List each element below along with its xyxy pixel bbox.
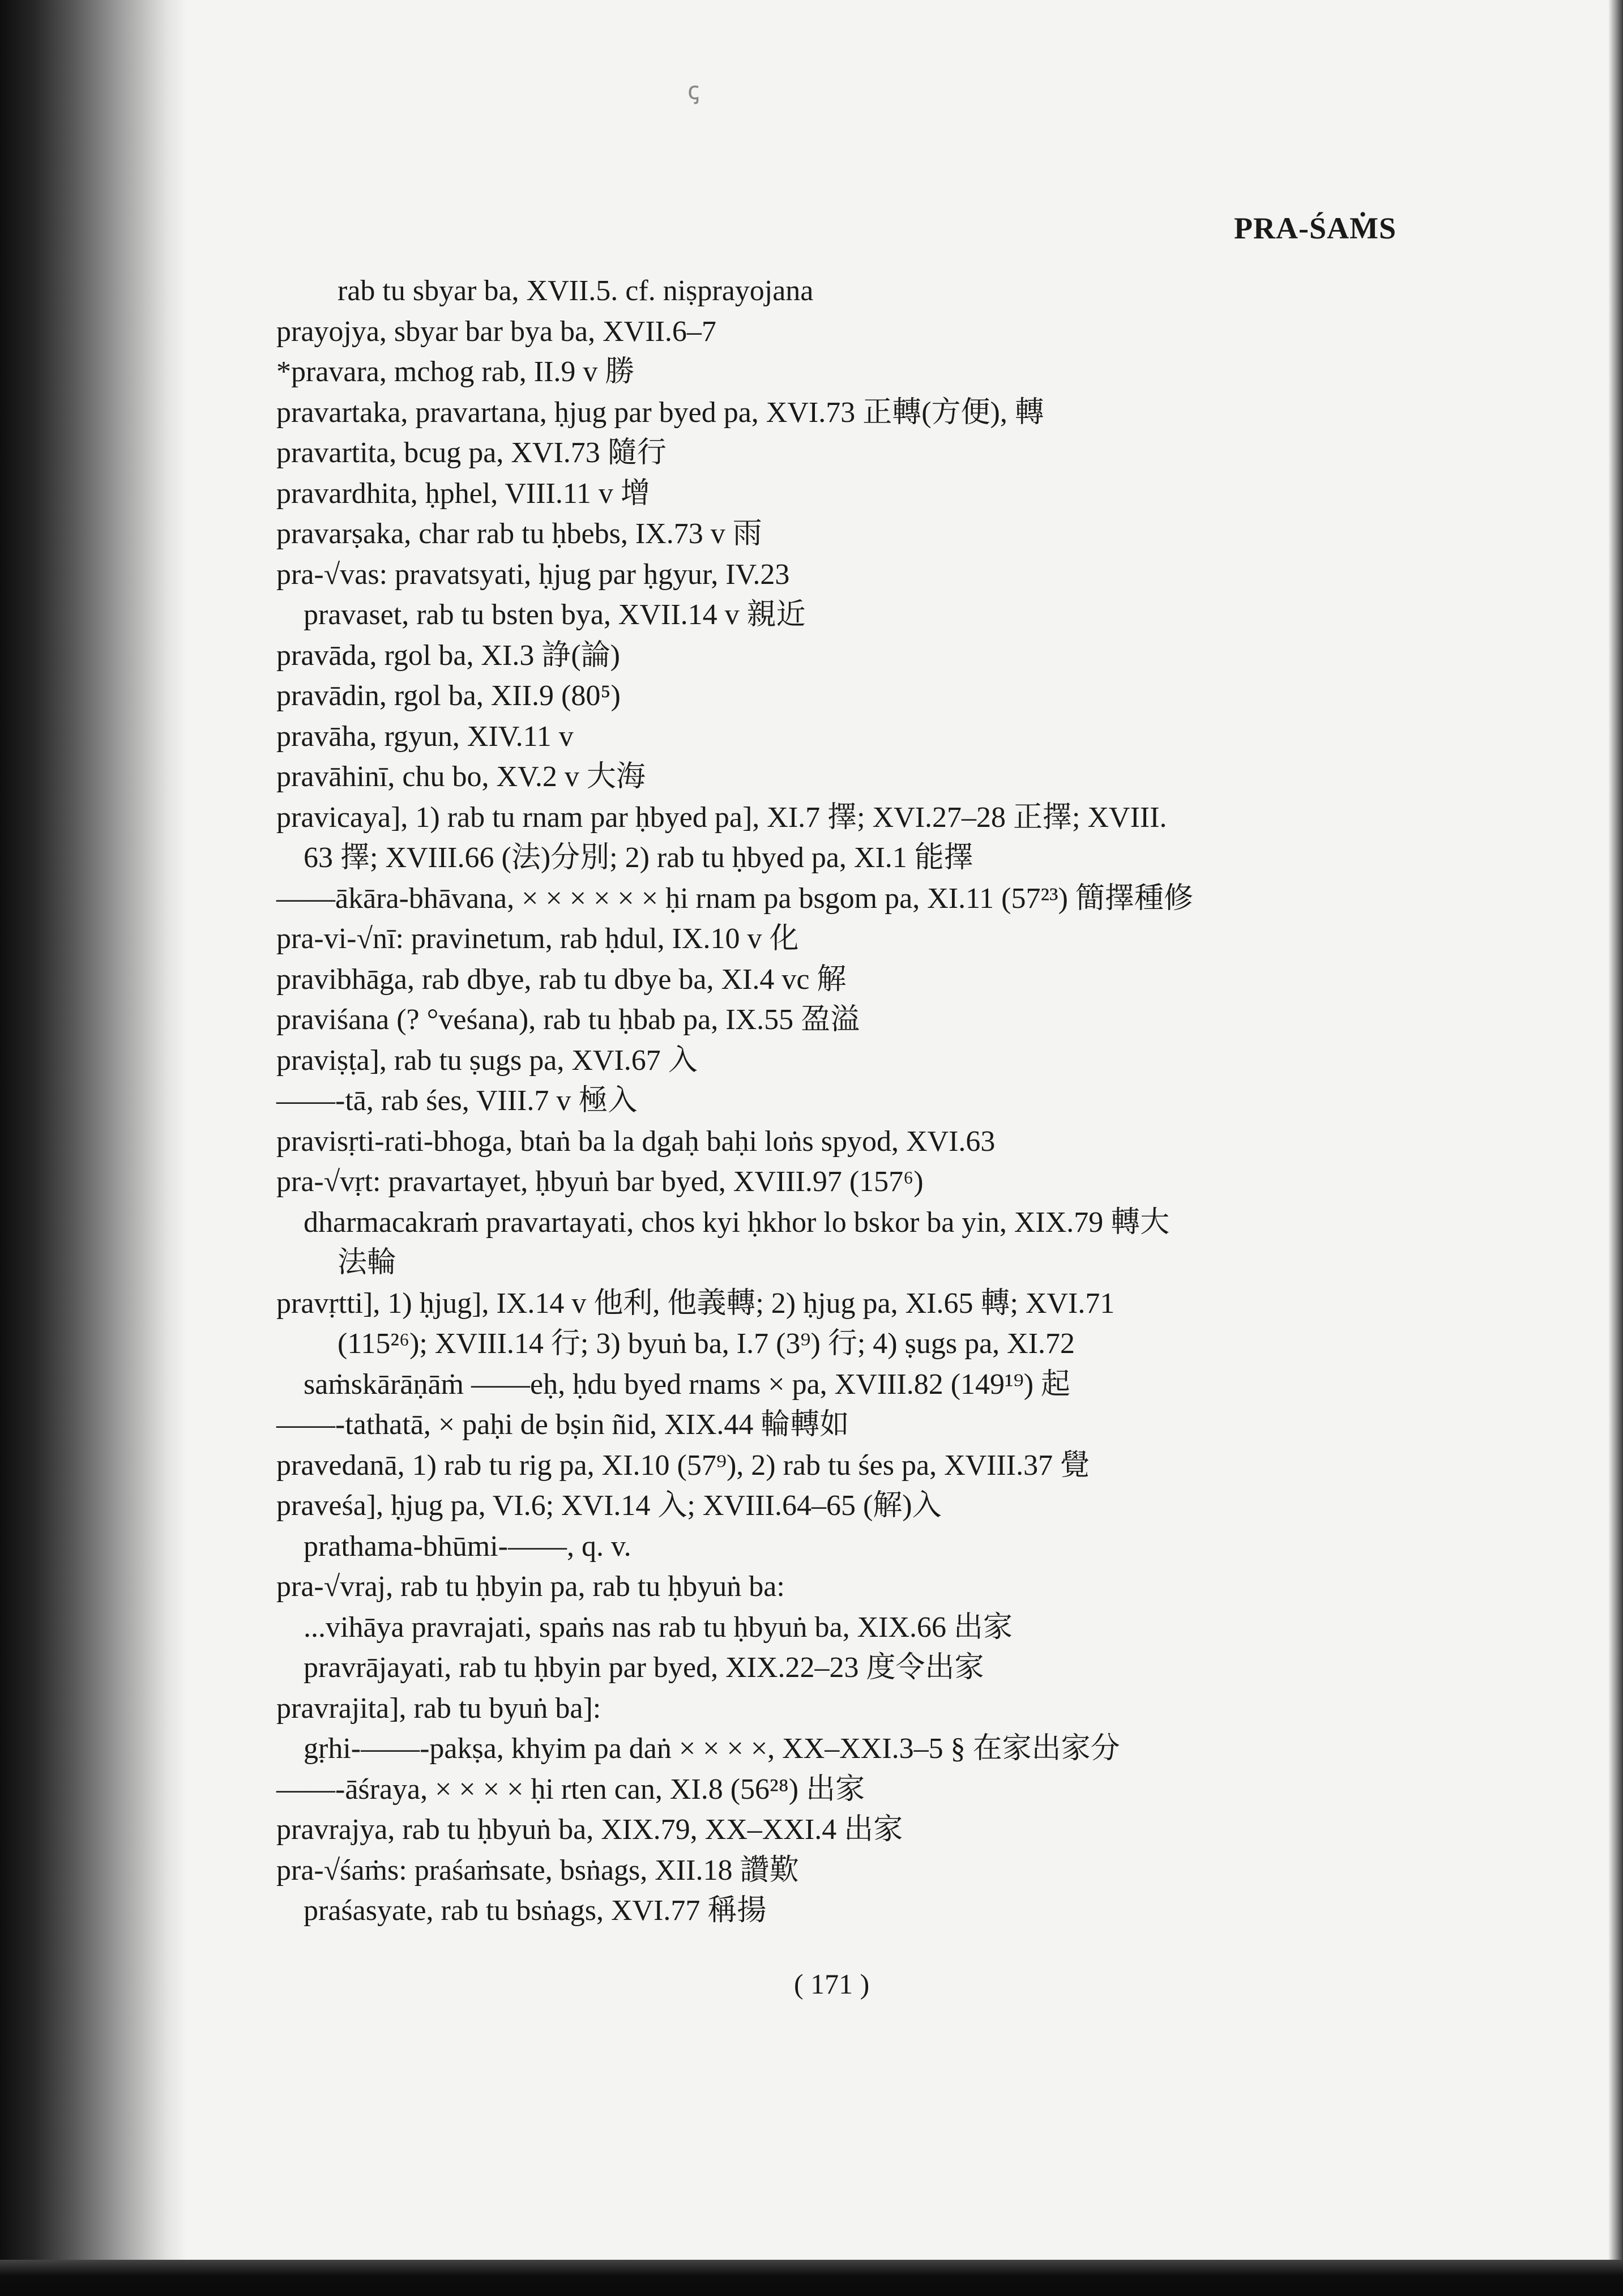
entry-line: praśasyate, rab tu bsṅags, XVI.77 稱揚 (304, 1894, 767, 1927)
entry-line: pra-√vṛt: pravartayet, ḥbyuṅ bar byed, XVIII.97 (157⁶) (276, 1166, 924, 1198)
entry-line: ——-āśraya, × × × × ḥi rten can, XI.8 (56²⁸) 出家 (276, 1773, 865, 1806)
entry-line: ——ākāra-bhāvana, × × × × × × ḥi rnam pa bsgom pa, XI.11 (57²³) 簡擇種修 (276, 882, 1193, 915)
entry-line: pravedanā, 1) rab tu rig pa, XI.10 (57⁹), 2) rab tu śes pa, XVIII.37 覺 (276, 1449, 1090, 1482)
entry-line: praviśana (? °veśana), rab tu ḥbab pa, IX.55 盈溢 (276, 1004, 860, 1036)
entry-line: pravāda, rgol ba, XI.3 諍(論) (276, 639, 620, 672)
entry-line: dharmacakraṁ pravartayati, chos kyi ḥkhor lo bskor ba yin, XIX.79 轉大 (304, 1206, 1170, 1239)
header-mark: ꞔ (687, 77, 700, 105)
entry-line: rab tu sbyar ba, XVII.5. cf. niṣprayojana (338, 275, 814, 307)
entry-line: praveśa], ḥjug pa, VI.6; XVI.14 入; XVIII.64–65 (解)入 (276, 1490, 942, 1522)
entry-line: prathama-bhūmi-——, q. v. (304, 1530, 631, 1563)
entry-line: saṁskārāṇāṁ ——eḥ, ḥdu byed rnams × pa, XVIII.82 (149¹⁹) 起 (304, 1368, 1071, 1401)
entry-line: pravāhinī, chu bo, XV.2 v 大海 (276, 761, 646, 793)
entry-line: pra-√vraj, rab tu ḥbyin pa, rab tu ḥbyuṅ ba: (276, 1571, 785, 1603)
entry-line: prayojya, sbyar bar bya ba, XVII.6–7 (276, 315, 716, 348)
entry-line: *pravara, mchog rab, II.9 v 勝 (276, 356, 635, 388)
entry-line: pravisṛti-rati-bhoga, btaṅ ba la dgaḥ baḥi loṅs spyod, XVI.63 (276, 1125, 996, 1158)
page-number: ( 171 ) (794, 1968, 870, 2000)
entry-line: pravrajya, rab tu ḥbyuṅ ba, XIX.79, XX–XXI.4 出家 (276, 1813, 903, 1846)
entry-line: pravicaya], 1) rab tu rnam par ḥbyed pa], XI.7 擇; XVI.27–28 正擇; XVIII. (276, 801, 1167, 834)
entry-line: pravarṣaka, char rab tu ḥbebs, IX.73 v 雨 (276, 518, 762, 550)
entry-line: pravartita, bcug pa, XVI.73 隨行 (276, 437, 667, 469)
entry-line: pravaset, rab tu bsten bya, XVII.14 v 親近 (304, 599, 806, 631)
entry-line: praviṣṭa], rab tu ṣugs pa, XVI.67 入 (276, 1044, 698, 1077)
running-head: PRA-ŚAṀS (1234, 211, 1396, 245)
entry-line: pra-√śaṁs: praśaṁsate, bsṅags, XII.18 讚歎 (276, 1854, 799, 1887)
entry-line: (115²⁶); XVIII.14 行; 3) byuṅ ba, I.7 (3⁹) 行; 4) ṣugs pa, XI.72 (338, 1328, 1075, 1360)
entry-line: pravādin, rgol ba, XII.9 (80⁵) (276, 680, 621, 712)
entry-line: pravrājayati, rab tu ḥbyin par byed, XIX.22–23 度令出家 (304, 1651, 984, 1684)
entry-line: gṛhi-——-pakṣa, khyim pa daṅ × × × ×, XX–XXI.3–5 § 在家出家分 (304, 1732, 1120, 1765)
entry-line: pra-√vas: pravatsyati, ḥjug par ḥgyur, IV.23 (276, 558, 790, 591)
entry-line: ——-tā, rab śes, VIII.7 v 極入 (276, 1085, 638, 1117)
entry-line: pra-vi-√nī: pravinetum, rab ḥdul, IX.10 v 化 (276, 923, 799, 955)
book-spine-shadow (0, 0, 187, 2296)
entry-line: pravāha, rgyun, XIV.11 v (276, 720, 574, 753)
entry-line: pravṛtti], 1) ḥjug], IX.14 v 他利, 他義轉; 2) ḥjug pa, XI.65 轉; XVI.71 (276, 1287, 1115, 1320)
entry-line: pravibhāga, rab dbye, rab tu dbye ba, XI.4 vc 解 (276, 963, 847, 996)
entry-line: pravardhita, ḥphel, VIII.11 v 增 (276, 477, 650, 510)
entry-line: 法輪 (338, 1247, 397, 1279)
scan-bottom-border (0, 2260, 1623, 2296)
entry-line: pravrajita], rab tu byuṅ ba]: (276, 1692, 601, 1725)
entry-line: ...vihāya pravrajati, spaṅs nas rab tu ḥbyuṅ ba, XIX.66 出家 (304, 1611, 1013, 1644)
entry-line: pravartaka, pravartana, ḥjug par byed pa, XVI.73 正轉(方便), 轉 (276, 396, 1044, 429)
entry-line: 63 擇; XVIII.66 (法)分別; 2) rab tu ḥbyed pa, XI.1 能擇 (304, 842, 973, 874)
entry-line: ——-tathatā, × paḥi de bṣin ñid, XIX.44 輪轉如 (276, 1409, 849, 1441)
page-edge-shadow (1608, 0, 1623, 2296)
